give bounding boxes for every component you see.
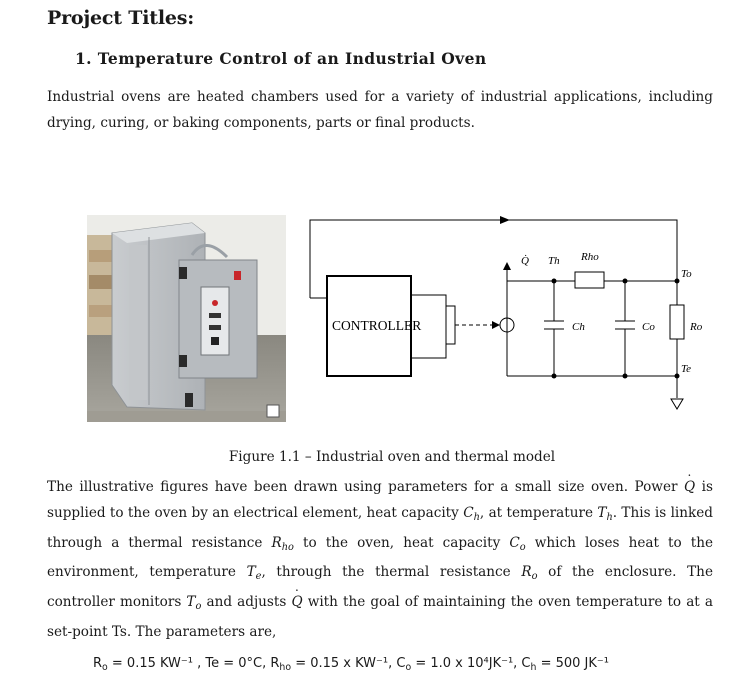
controller-label: CONTROLLER <box>332 318 422 333</box>
intro-paragraph: Industrial ovens are heated chambers used for a variety of industrial applications, including drying, curing, or baking components, parts or final products. <box>47 89 713 131</box>
label-q: Q̇ <box>521 255 529 267</box>
signal-arrow <box>492 321 500 329</box>
parameters-line: $R_o = 0.15$ KW⁻¹ , Te = 0°C, $R_{ho} = 0.15$ x KW⁻¹, $C_o = 1.0$ x 10⁴JK⁻¹, $C_h = 500$ JK⁻¹ <box>93 656 609 673</box>
actuator-block <box>446 306 455 344</box>
label-rho: Rho <box>581 251 599 263</box>
page-title: Project Titles: <box>47 7 195 29</box>
feedback-line <box>310 220 677 298</box>
description-paragraph: The illustrative figures have been drawn using parameters for a small size oven. Power Q ˙ is supplied to the oven by an electrical element, heat capacity $C_h$, at temperature $T_h$. This is linked through a thermal resistance $R_{ho}$ to the oven, heat capacity $C_o$ which loses heat to the environment, temperature $T_e$, through the thermal resistance $R_o$ of the enclosure. The controller monitors $T_o$ and adjusts Q ˙ with the goal of maintaining the oven temperature to at a set-point Ts. The parameters are, <box>47 475 713 646</box>
feedback-arrow <box>500 216 510 224</box>
thermal-model-diagram <box>300 210 710 420</box>
resistor-ro <box>670 305 684 339</box>
symbol-q: Q ˙ <box>684 479 695 495</box>
label-th: Th <box>548 255 560 267</box>
label-co: Co <box>642 321 655 333</box>
section-title: 1. Temperature Control of an Industrial Oven <box>75 49 487 68</box>
label-ro: Ro <box>690 321 703 333</box>
resistor-rho <box>575 272 604 288</box>
ground-symbol <box>671 399 683 409</box>
label-te: Te <box>681 363 691 375</box>
label-ch: Ch <box>572 321 585 333</box>
oven-photo <box>87 215 286 422</box>
label-to: To <box>681 268 692 280</box>
figure-caption: Figure 1.1 – Industrial oven and thermal model <box>228 449 556 465</box>
